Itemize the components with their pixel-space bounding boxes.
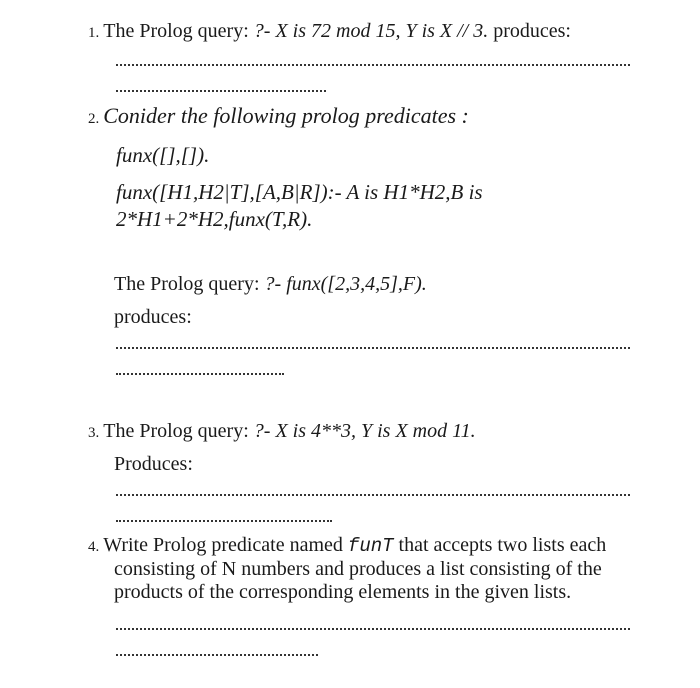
question-4-line-3: products of the corresponding elements in the given lists. [114,581,572,603]
question-2 [88,103,469,129]
question-3-number: 3. [88,425,100,441]
answer-line [116,520,332,522]
answer-line [116,654,318,656]
question-1-text: The Prolog query: [103,20,254,42]
answer-line [116,628,630,630]
code-line-3: 2*H1+2*H2,funx(T,R). [116,207,313,231]
question-4 [88,534,606,557]
answer-line [116,347,630,349]
question-2-number: 2. [88,111,100,127]
question-1-number: 1. [88,25,100,41]
question-2-query: ?- funx([2,3,4,5],F). [264,273,427,295]
question-3 [88,420,476,443]
answer-line [116,494,630,496]
question-3-query: ?- X is 4**3, Y is X mod 11. [253,420,476,442]
answer-line [116,64,630,66]
question-2-intro: Conider the following prolog predicates : [103,103,469,128]
question-4-text-end: that accepts two lists each [393,534,607,556]
answer-line [116,90,326,92]
question-4-text: Write Prolog predicate named [103,534,348,556]
answer-line [116,373,284,375]
question-1-query: ?- X is 72 mod 15, Y is X // 3. [253,20,489,42]
question-2-query-line [114,273,427,296]
predicate-name: funT [347,535,394,557]
code-line-2: funx([H1,H2|T],[A,B|R]):- A is H1*H2,B is [116,180,483,204]
code-line-1: funx([],[]). [116,143,210,167]
question-4-line-2: consisting of N numbers and produces a list consisting of the [114,558,602,580]
question-2-produces: produces: [114,306,192,328]
question-2-query-label: The Prolog query: [114,273,265,295]
question-3-produces: Produces: [114,453,193,475]
question-4-number: 4. [88,539,100,555]
question-1-produces: produces: [488,20,571,42]
question-1 [88,20,571,43]
question-3-text: The Prolog query: [103,420,254,442]
